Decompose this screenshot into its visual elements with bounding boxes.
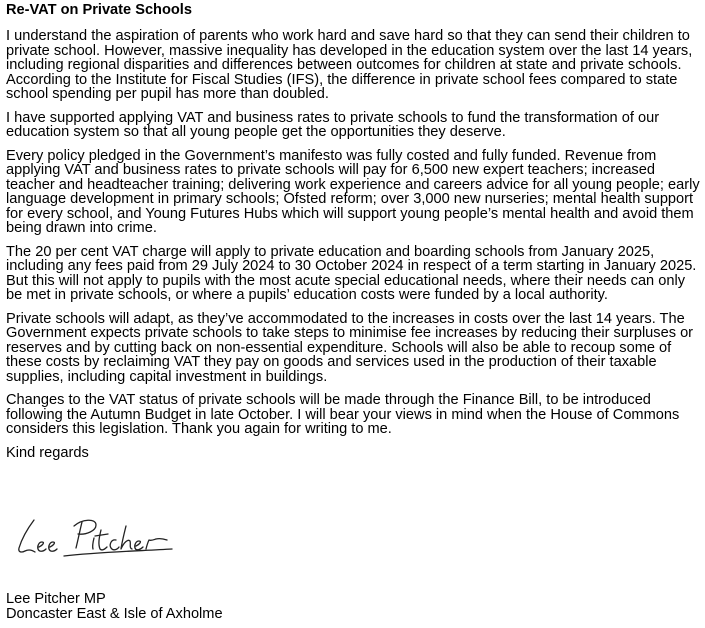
handwritten-signature: [8, 512, 178, 560]
closing-line: Kind regards: [6, 444, 89, 461]
paragraph-vat-charge: The 20 per cent VAT charge will apply to private education and boarding schools from January 2025, including any fees paid from 29 July 2024 to 30 October 2024 in respect of a term starting in January 2025. But this will not apply to pupils with the most acute special educational needs, where their needs can only be met in private schools, or where a pupils’ education costs were funded by a local authority.: [6, 243, 697, 303]
letter-body: [6, 2, 700, 461]
sender-name: Lee Pitcher MP: [6, 591, 106, 607]
paragraph-inequality: I understand the aspiration of parents who work hard and save hard so that they can send their children to private school. However, massive inequality has developed in the education system over the last 14 years, including regional disparities and differences between outcomes for children at state and private schools. According to the Institute for Fiscal Studies (IFS), the difference in private school fees compared to state school spending per pupil has more than doubled.: [6, 28, 693, 102]
sender-block: [6, 592, 223, 622]
letter-subject: Re-VAT on Private Schools: [6, 2, 192, 18]
paragraph-manifesto: Every policy pledged in the Government’s manifesto was fully costed and fully funded. Revenue from applying VAT and business rates to private schools will pay for 6,500 new expert teachers; increased teacher and headteacher training; delivering work experience and careers advice for all young people; early language development in primary schools; Ofsted reform; over 3,000 new nurseries; mental health support for every school, and Young Futures Hubs which will support young people’s mental health and avoid them being drawn into crime.: [6, 147, 700, 236]
paragraph-finance-bill: Changes to the VAT status of private schools will be made through the Finance Bill, to be introduced following the Autumn Budget in late October. I will bear your views in mind when the House of Commons considers this legislation. Thank you again for writing to me.: [6, 392, 680, 437]
paragraph-adaptation: Private schools will adapt, as they’ve accommodated to the increases in costs over the last 14 years. The Government expects private schools to take steps to minimise fee increases by reducing their surpluses or reserves and by cutting back on non-essential expenditure. Schools will also be able to recoup some of these costs by reclaiming VAT they pay on goods and services used in the production of their taxable supplies, including capital investment in buildings.: [6, 310, 694, 385]
sender-constituency: Doncaster East & Isle of Axholme: [6, 606, 223, 622]
paragraph-support: I have supported applying VAT and business rates to private schools to fund the transformation of our education system so that all young people get the opportunities they deserve.: [6, 109, 660, 140]
